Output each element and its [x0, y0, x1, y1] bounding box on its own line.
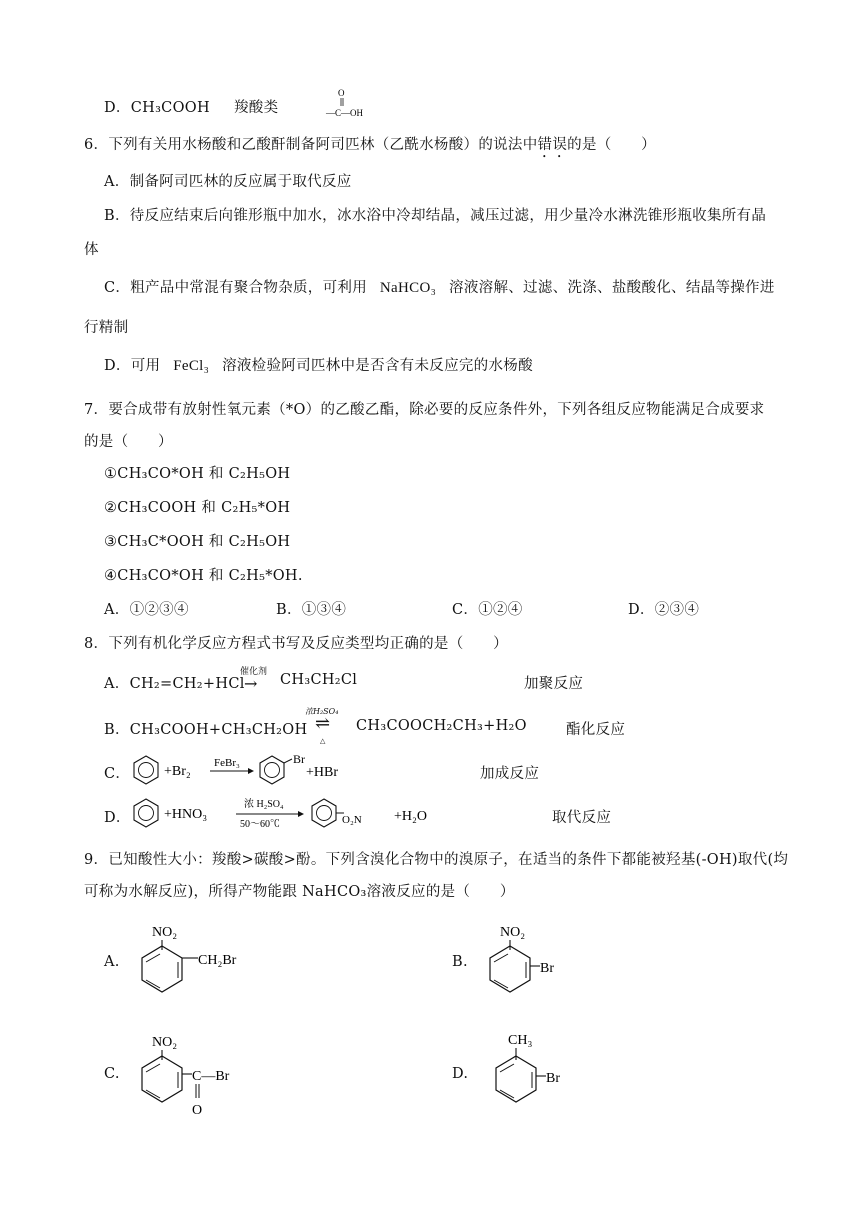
q8-option-a-type: 加聚反应: [524, 676, 584, 692]
q9-option-a-label: A.: [104, 954, 120, 970]
q6-option-a: A．制备阿司匹林的反应属于取代反应: [104, 174, 352, 190]
benzene-ring-icon: [134, 756, 158, 784]
q9-option-d-top-group: CH₃: [508, 1033, 533, 1048]
q7-item-2: ②CH₃COOH 和 C₂H₅*OH: [104, 500, 291, 516]
benzene-ring-icon: [142, 1056, 182, 1102]
q9-option-d-side-group: Br: [546, 1071, 560, 1086]
q6-stem-text: 6．下列有关用水杨酸和乙酸酐制备阿司匹林（乙酰水杨酸）的说法中: [84, 137, 538, 153]
q9-option-b-top-group: NO₂: [500, 925, 526, 940]
q9-option-c-structure: [126, 1026, 266, 1118]
q7-stem: 7．要合成带有放射性氧元素（*O）的乙酸乙酯，除必要的反应条件外，下列各组反应物能满足合成要求: [84, 402, 765, 418]
q7-option-b: B．①③④: [276, 602, 347, 618]
q6-stem-end: 的是（ ）: [567, 137, 656, 153]
q8-option-d-condition-top: 浓 H₂SO₄: [244, 799, 284, 810]
q5-option-d-label: D．CH₃COOH: [104, 100, 210, 116]
q8-option-b-type: 酯化反应: [566, 722, 626, 738]
nitrobenzene-ring-icon: [312, 799, 344, 827]
q6-option-b-cont: 体: [84, 242, 99, 258]
q6-option-d-chem: FeCl₃: [173, 358, 210, 374]
q8-option-d-product-tail: +H₂O: [394, 809, 427, 824]
q6-option-c-cont: 行精制: [84, 320, 129, 336]
q8-option-d-substituent: O₂N: [342, 814, 362, 826]
q8-option-b-product: CH₃COOCH₂CH₃+H₂O: [356, 718, 527, 734]
q7-item-3: ③CH₃C*OOH 和 C₂H₅OH: [104, 534, 291, 550]
q9-option-c-side-group: C—Br: [192, 1069, 230, 1084]
q8-stem: 8．下列有机化学反应方程式书写及反应类型均正确的是（ ）: [84, 636, 508, 652]
q9-option-c-oxygen: O: [192, 1103, 203, 1118]
q7-option-c: C．①②④: [452, 602, 523, 618]
q8-option-d-equation: [126, 794, 456, 836]
q6-stem-emphasis: 错误: [537, 137, 568, 153]
q6-option-d: [104, 354, 533, 375]
q8-option-b-arrow: ⇌: [315, 713, 331, 734]
benzene-ring-icon: [490, 946, 530, 992]
q8-option-c-reagent: +Br₂: [164, 764, 191, 779]
q9-option-a-structure: [126, 916, 266, 996]
q8-option-c-product-tail: +HBr: [306, 765, 339, 780]
q6-option-c-text: C．粗产品中常混有聚合物杂质，可利用: [104, 280, 367, 296]
q7-stem-cont: 的是（ ）: [84, 434, 173, 450]
q9-option-c-top-group: NO₂: [152, 1035, 178, 1050]
q5-option-d: [104, 96, 210, 117]
q8-option-a-product: CH₃CH₂Cl: [280, 672, 358, 688]
q8-option-b-condition-top: 浓H₂SO₄: [305, 707, 339, 716]
q8-option-a-reactants: A．CH₂=CH₂+HCl: [104, 676, 245, 692]
carboxyl-structure: [324, 86, 376, 124]
q8-option-c-label: C．: [104, 766, 131, 782]
q8-option-c-type: 加成反应: [480, 766, 540, 782]
q9-option-a-top-group: NO₂: [152, 925, 178, 940]
q8-option-d-reagent: +HNO₃: [164, 807, 208, 822]
q6-option-c-chem: NaHCO₃: [379, 280, 437, 296]
q9-option-b-side-group: Br: [540, 961, 554, 976]
q8-option-a-arrow: →: [244, 674, 258, 693]
q8-option-b-condition-bottom: △: [320, 737, 326, 745]
q8-option-c-catalyst: FeBr₃: [214, 757, 240, 769]
q7-item-1: ①CH₃CO*OH 和 C₂H₅OH: [104, 466, 291, 482]
benzene-ring-icon: [142, 946, 182, 992]
q9-option-c-label: C.: [104, 1066, 120, 1082]
benzene-ring-icon: [496, 1056, 536, 1102]
q5-option-d-class: 羧酸类: [234, 100, 279, 116]
q9-option-a-side-group: CH₂Br: [198, 953, 237, 968]
q9-option-b-structure: [476, 916, 596, 996]
q9-option-b-label: B.: [452, 954, 468, 970]
bromobenzene-ring-icon: [260, 756, 292, 784]
q6-option-b: B．待反应结束后向锥形瓶中加水，冰水浴中冷却结晶，减压过滤，用少量冷水淋洗锥形瓶收集所有晶: [104, 208, 767, 224]
benzene-ring-icon: [134, 799, 158, 827]
q8-option-c-substituent: Br: [293, 752, 305, 766]
carboxyl-o: O: [338, 88, 345, 98]
q6-option-c-text2: 溶液溶解、过滤、洗涤、盐酸酸化、结晶等操作进: [449, 280, 775, 296]
q8-option-b-reactants: B．CH₃COOH+CH₃CH₂OH: [104, 722, 308, 738]
q8-option-d-type: 取代反应: [552, 810, 612, 826]
q7-option-a: A．①②③④: [104, 602, 189, 618]
q9-stem-cont: 可称为水解反应)，所得产物能跟 NaHCO₃溶液反应的是（ ）: [84, 884, 515, 900]
q6-option-d-text: D．可用: [104, 358, 161, 374]
q8-option-d-condition-bottom: 50～60℃: [240, 819, 280, 830]
q6-option-c: [104, 276, 775, 297]
q9-option-d-structure: [476, 1024, 596, 1114]
q9-option-d-label: D.: [452, 1066, 469, 1082]
q6-stem: [84, 133, 656, 161]
q8-option-c-equation: [126, 752, 396, 792]
q9-stem: 9．已知酸性大小：羧酸>碳酸>酚。下列含溴化合物中的溴原子，在适当的条件下都能被羟基(-OH)取代(均: [84, 852, 789, 868]
carboxyl-c: —C—OH: [326, 108, 364, 118]
q7-option-d: D．②③④: [628, 602, 700, 618]
q8-option-a-condition: 催化剂: [240, 667, 268, 677]
q6-option-d-text2: 溶液检验阿司匹林中是否含有未反应完的水杨酸: [222, 358, 533, 374]
q7-item-4: ④CH₃CO*OH 和 C₂H₅*OH.: [104, 568, 303, 584]
q8-option-d-label: D．: [104, 810, 131, 826]
